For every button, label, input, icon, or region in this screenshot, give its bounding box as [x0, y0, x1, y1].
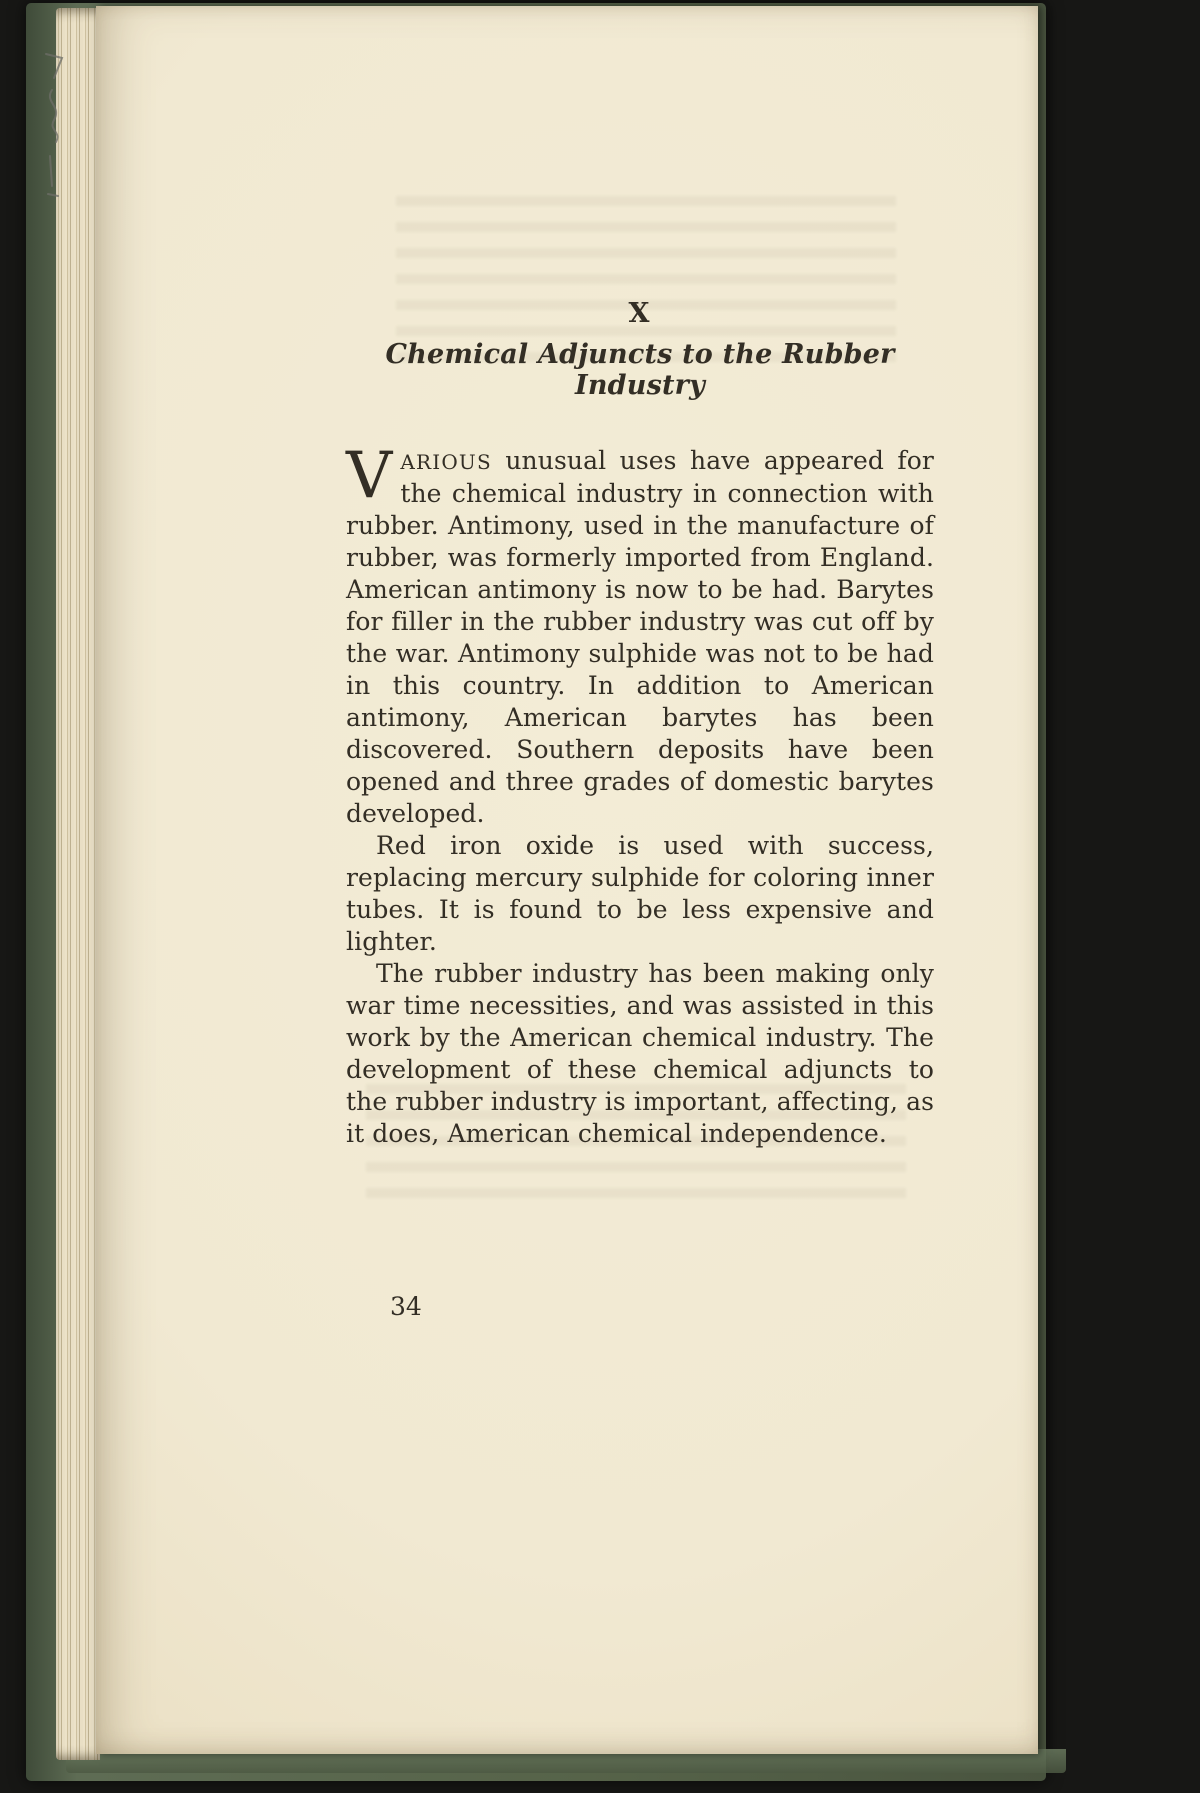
book-page [96, 6, 1038, 1754]
pencil-marks [32, 44, 80, 204]
paragraph: The rubber industry has been making only war time necessities, and was assisted in this work by the American chemical industry. The development of these chemical adjuncts to the rubber industry is important, affecting, as it does, American chemical independence. [346, 959, 934, 1148]
small-caps-word: ARIOUS [400, 450, 492, 474]
paragraph: VARIOUS unusual uses have appeared for the chemical industry in connection with rubber. Antimony, used in the manufacture of rubber, was formerly imported from England. American antimony is now to be had. Barytes for filler in the rubber industry was cut off by the war. Antimony sulphide was not to be had in this country. In addition to American antimony, American barytes has been discovered. Southern deposits have been opened and three grades of domestic barytes developed. [346, 439, 934, 828]
body-paragraphs [346, 439, 934, 1150]
drop-cap: V [346, 439, 393, 513]
paragraph: Red iron oxide is used with success, replacing mercury sulphide for coloring inner tubes. It is found to be less expensive and lighter. [346, 831, 934, 956]
chapter-title: Chemical Adjuncts to the Rubber Industry [385, 339, 895, 401]
chapter-number: X [628, 298, 652, 329]
text-block [346, 298, 934, 1321]
page-number: 34 [390, 1292, 422, 1321]
page-edges-stack [56, 8, 100, 1760]
